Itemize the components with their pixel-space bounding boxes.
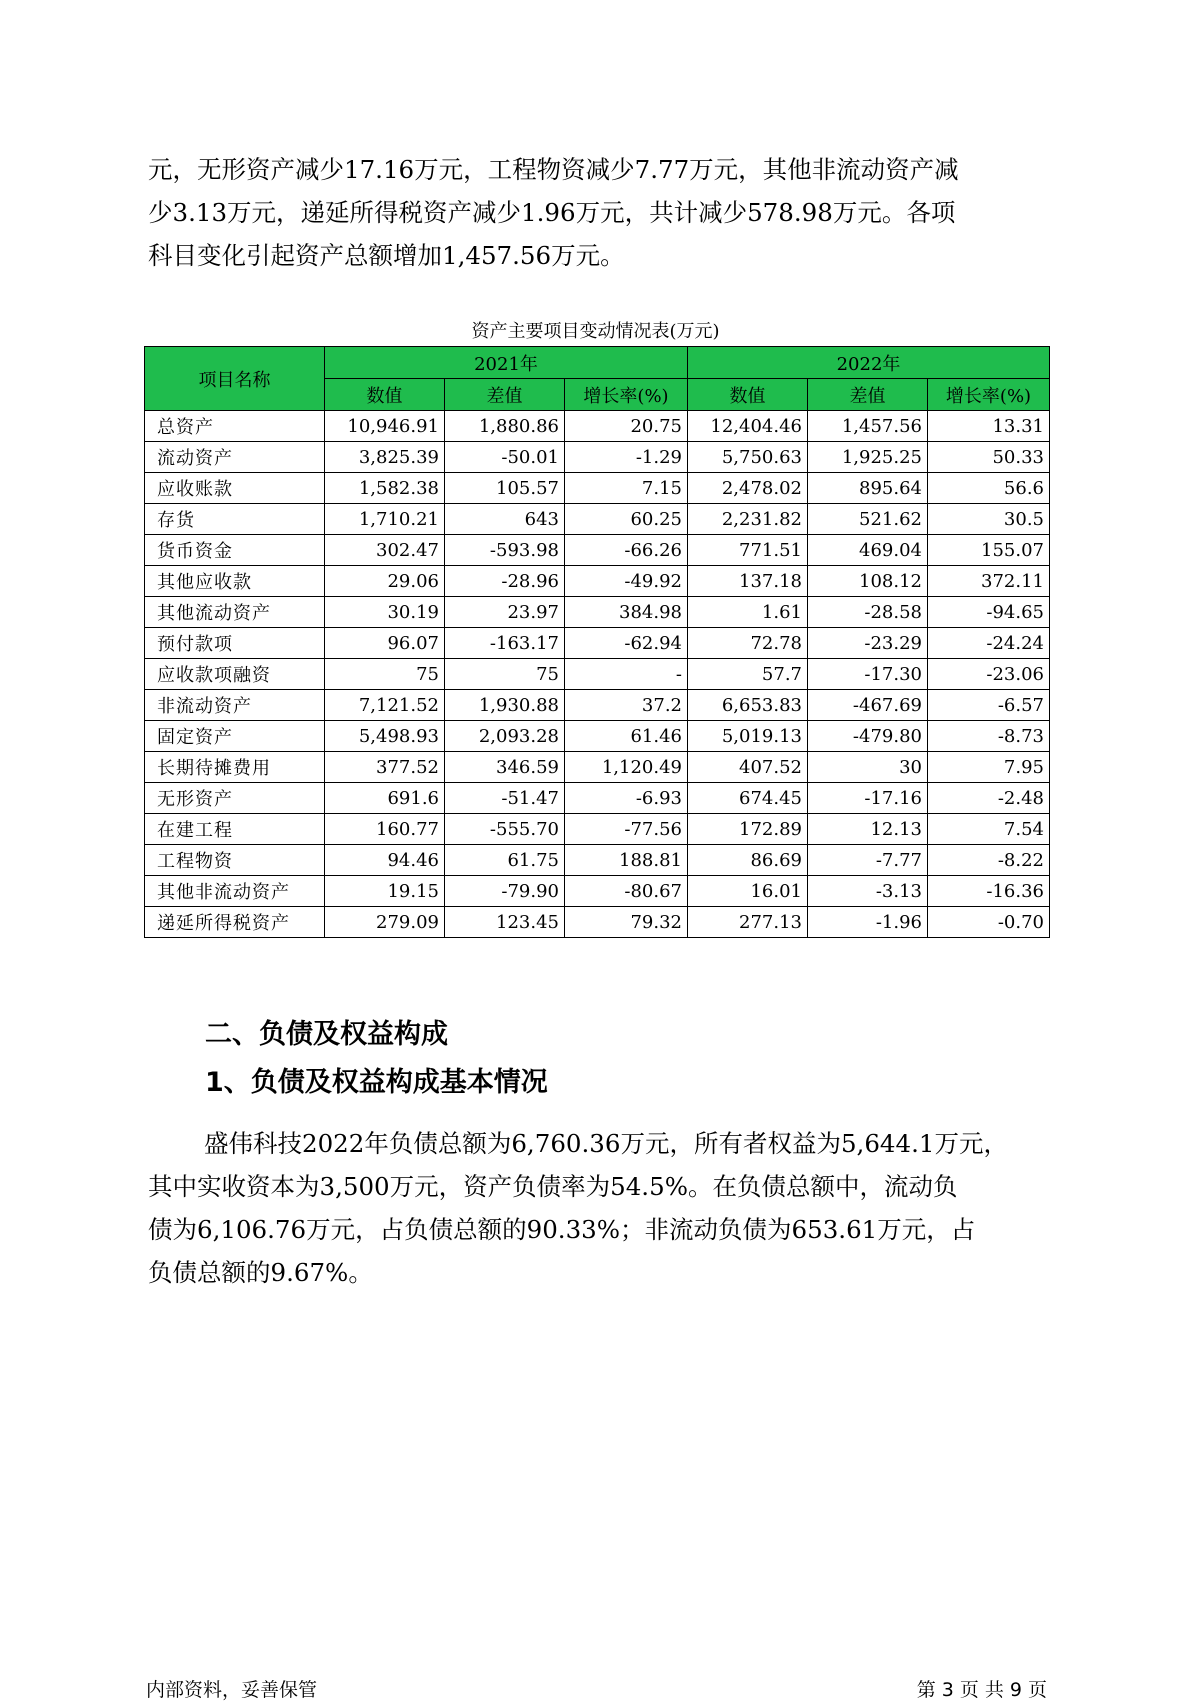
table-cell: 277.13 [688,907,808,938]
table-cell: 1.61 [688,597,808,628]
table-cell: -66.26 [565,535,688,566]
table-row [145,783,1050,814]
table-cell: -23.06 [928,659,1050,690]
table-cell: 407.52 [688,752,808,783]
table-row [145,845,1050,876]
table-cell: 75 [325,659,445,690]
table-cell: 20.75 [565,411,688,442]
table-cell: 72.78 [688,628,808,659]
table-cell: -3.13 [808,876,928,907]
table-cell: -555.70 [445,814,565,845]
table-cell: 1,930.88 [445,690,565,721]
table-cell: 7.95 [928,752,1050,783]
table-cell: 188.81 [565,845,688,876]
text-line: 盛伟科技2022年负债总额为6,760.36万元，所有者权益为5,644.1万元， [204,1129,1008,1158]
table-cell: -8.22 [928,845,1050,876]
text-line: 其中实收资本为3,500万元，资产负债率为54.5%。在负债总额中，流动负 [148,1172,958,1201]
section-heading: 二、负债及权益构成 [205,1019,448,1050]
table-cell: 155.07 [928,535,1050,566]
table-row [145,907,1050,938]
table-cell: 56.6 [928,473,1050,504]
table-cell: -8.73 [928,721,1050,752]
text-line: 债为6,106.76万元，占负债总额的90.33%；非流动负债为653.61万元，占 [148,1215,976,1244]
text-line: 少3.13万元，递延所得税资产减少1.96万元，共计减少578.98万元。各项 [148,198,956,227]
table-cell: 1,457.56 [808,411,928,442]
table-cell: 895.64 [808,473,928,504]
table-cell: 3,825.39 [325,442,445,473]
column-header: 差值 [445,379,565,411]
row-label: 应收账款 [145,473,325,504]
table-cell: 79.32 [565,907,688,938]
row-label: 流动资产 [145,442,325,473]
row-label: 总资产 [145,411,325,442]
table-cell: -62.94 [565,628,688,659]
table-cell: - [565,659,688,690]
table-cell: 2,478.02 [688,473,808,504]
row-label: 货币资金 [145,535,325,566]
year-header-2021: 2021年 [325,347,688,379]
table-cell: 1,710.21 [325,504,445,535]
text-line: 负债总额的9.67%。 [148,1258,373,1287]
table-cell: -51.47 [445,783,565,814]
table-cell: 61.46 [565,721,688,752]
table-row [145,504,1050,535]
table-cell: 23.97 [445,597,565,628]
row-label: 预付款项 [145,628,325,659]
table-cell: 12.13 [808,814,928,845]
column-header: 数值 [688,379,808,411]
table-cell: -6.93 [565,783,688,814]
table-cell: 7.15 [565,473,688,504]
table-cell: 10,946.91 [325,411,445,442]
table-cell: 1,120.49 [565,752,688,783]
table-cell: 1,925.25 [808,442,928,473]
row-label: 工程物资 [145,845,325,876]
table-cell: 137.18 [688,566,808,597]
asset-changes-table [144,346,1050,938]
table-cell: 1,582.38 [325,473,445,504]
table-cell: -77.56 [565,814,688,845]
table-row [145,473,1050,504]
name-column-header: 项目名称 [145,347,325,411]
table-cell: -24.24 [928,628,1050,659]
intro-paragraph [148,148,1078,277]
table-row [145,876,1050,907]
table-cell: 6,653.83 [688,690,808,721]
table-cell: 86.69 [688,845,808,876]
table-cell: 108.12 [808,566,928,597]
table-header-row [145,347,1050,379]
table-row [145,690,1050,721]
subsection-heading: 1、负债及权益构成基本情况 [205,1067,548,1098]
table-cell: 2,093.28 [445,721,565,752]
table-row [145,411,1050,442]
column-header: 差值 [808,379,928,411]
table-cell: 377.52 [325,752,445,783]
table-cell: -49.92 [565,566,688,597]
table-cell: 13.31 [928,411,1050,442]
row-label: 长期待摊费用 [145,752,325,783]
table-cell: -16.36 [928,876,1050,907]
table-cell: -593.98 [445,535,565,566]
table-cell: -163.17 [445,628,565,659]
table-cell: -1.29 [565,442,688,473]
table-cell: 30 [808,752,928,783]
column-header: 数值 [325,379,445,411]
table-row [145,752,1050,783]
table-cell: -80.67 [565,876,688,907]
table-cell: 771.51 [688,535,808,566]
table-cell: 12,404.46 [688,411,808,442]
table-cell: -28.58 [808,597,928,628]
table-cell: -94.65 [928,597,1050,628]
table-cell: 37.2 [565,690,688,721]
text-line: 元，无形资产减少17.16万元，工程物资减少7.77万元，其他非流动资产减 [148,155,959,184]
row-label: 固定资产 [145,721,325,752]
table-cell: -28.96 [445,566,565,597]
page-number: 第 3 页 共 9 页 [916,1679,1047,1701]
table-cell: 19.15 [325,876,445,907]
table-cell: 372.11 [928,566,1050,597]
table-body [145,411,1050,938]
table-cell: -6.57 [928,690,1050,721]
table-cell: -0.70 [928,907,1050,938]
table-cell: -1.96 [808,907,928,938]
footer-confidential-note: 内部资料，妥善保管 [146,1679,318,1701]
table-cell: 29.06 [325,566,445,597]
table-row [145,535,1050,566]
row-label: 其他应收款 [145,566,325,597]
table-row [145,442,1050,473]
liabilities-paragraph [148,1122,1078,1294]
table-cell: 643 [445,504,565,535]
table-cell: 96.07 [325,628,445,659]
table-row [145,659,1050,690]
table-cell: 5,498.93 [325,721,445,752]
row-label: 其他流动资产 [145,597,325,628]
row-label: 递延所得税资产 [145,907,325,938]
table-cell: 691.6 [325,783,445,814]
table-row [145,721,1050,752]
text-line: 科目变化引起资产总额增加1,457.56万元。 [148,241,625,270]
table-cell: 346.59 [445,752,565,783]
table-cell: 105.57 [445,473,565,504]
table-row [145,597,1050,628]
table-cell: -23.29 [808,628,928,659]
year-header-2022: 2022年 [688,347,1050,379]
table-cell: 30.19 [325,597,445,628]
table-cell: 61.75 [445,845,565,876]
table-cell: 5,019.13 [688,721,808,752]
table-cell: 674.45 [688,783,808,814]
table-cell: 279.09 [325,907,445,938]
table-row [145,566,1050,597]
table-cell: 5,750.63 [688,442,808,473]
table-cell: -7.77 [808,845,928,876]
table-cell: -79.90 [445,876,565,907]
table-cell: 521.62 [808,504,928,535]
row-label: 非流动资产 [145,690,325,721]
table-cell: -467.69 [808,690,928,721]
row-label: 存货 [145,504,325,535]
table-cell: 60.25 [565,504,688,535]
table-cell: -17.30 [808,659,928,690]
table-cell: 123.45 [445,907,565,938]
table-cell: -479.80 [808,721,928,752]
table-cell: 384.98 [565,597,688,628]
table-cell: 469.04 [808,535,928,566]
table-cell: 1,880.86 [445,411,565,442]
table-cell: 94.46 [325,845,445,876]
table-caption: 资产主要项目变动情况表(万元) [471,321,720,342]
column-header: 增长率(%) [565,379,688,411]
table-cell: 2,231.82 [688,504,808,535]
table-cell: 7,121.52 [325,690,445,721]
table-cell: 172.89 [688,814,808,845]
table-cell: 160.77 [325,814,445,845]
row-label: 在建工程 [145,814,325,845]
table-cell: 75 [445,659,565,690]
row-label: 其他非流动资产 [145,876,325,907]
column-header: 增长率(%) [928,379,1050,411]
table-cell: -17.16 [808,783,928,814]
table-cell: 7.54 [928,814,1050,845]
table-cell: 302.47 [325,535,445,566]
table-cell: -2.48 [928,783,1050,814]
table-cell: 50.33 [928,442,1050,473]
table-cell: 16.01 [688,876,808,907]
table-cell: 57.7 [688,659,808,690]
row-label: 无形资产 [145,783,325,814]
table-row [145,814,1050,845]
row-label: 应收款项融资 [145,659,325,690]
table-row [145,628,1050,659]
table-cell: -50.01 [445,442,565,473]
table-cell: 30.5 [928,504,1050,535]
